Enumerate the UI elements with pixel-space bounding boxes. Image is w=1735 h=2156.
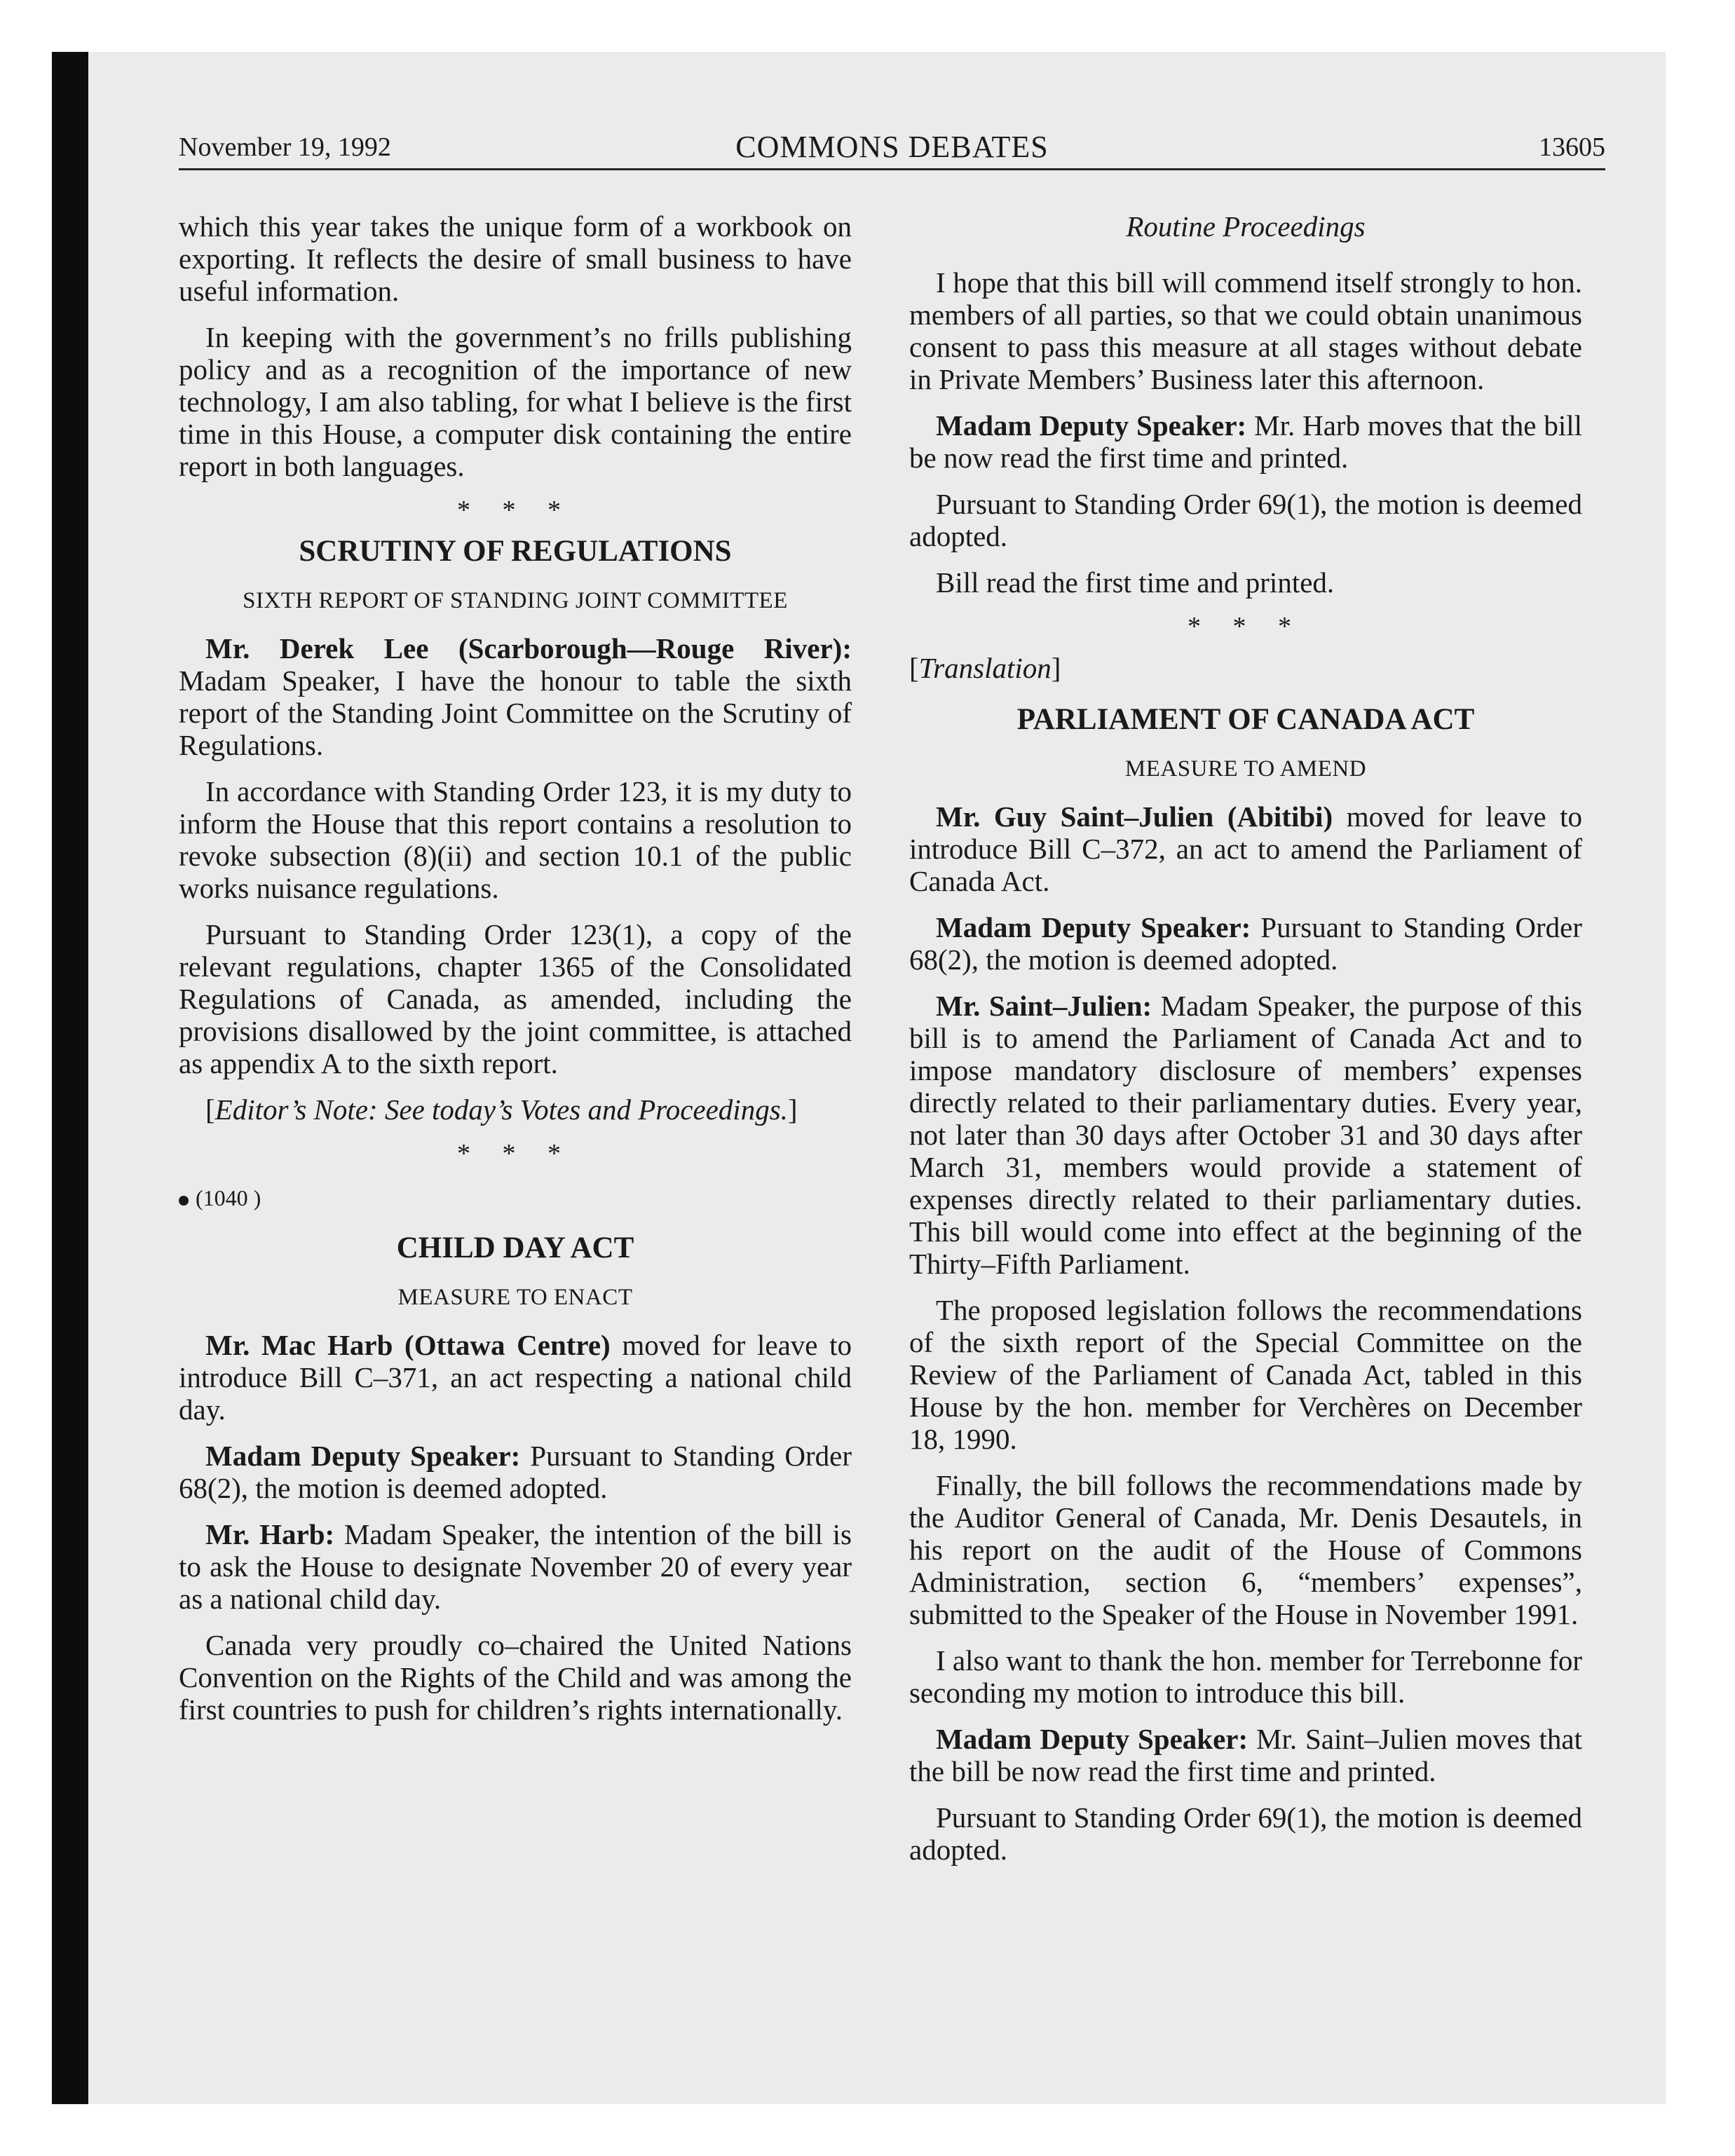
section-heading: SCRUTINY OF REGULATIONS — [299, 535, 732, 568]
paragraph: Finally, the bill follows the recommendations made by the Auditor General of Canada, Mr. Denis Desautels, in his report on the audit of the House of Commons Administration, section 6, “members’ expenses”, submitted to the Speaker of the House in November 1991. — [909, 1469, 1582, 1630]
section-subheading: MEASURE TO AMEND — [1124, 756, 1367, 782]
paragraph: which this year takes the unique form of a workbook on exporting. It reflects the desire of small business to have useful information. — [179, 210, 852, 307]
timestamp — [179, 1182, 852, 1214]
speaker-name: Mr. Derek Lee (Scarborough—Rouge River): — [205, 632, 852, 664]
paragraph: Pursuant to Standing Order 69(1), the motion is deemed adopted. — [909, 488, 1582, 552]
speech-text: Mr. Harb moves that the bill be now read the first time and printed. — [909, 409, 1583, 474]
right-column — [909, 210, 1582, 1880]
paragraph: Pursuant to Standing Order 69(1), the motion is deemed adopted. — [909, 1801, 1582, 1866]
speaker-name: Madam Deputy Speaker: — [936, 1723, 1248, 1755]
paragraph: Pursuant to Standing Order 123(1), a copy of the relevant regulations, chapter 1365 of the Consolidated Regulations of Canada, as amended, including the provisions disallowed by the joint committee, is attached as appendix A to the sixth report. — [179, 918, 852, 1079]
speaker-name: Mr. Harb: — [205, 1518, 335, 1550]
paragraph: In accordance with Standing Order 123, it is my duty to inform the House that this report contains a resolution to revoke subsection (8)(ii) and section 10.1 of the public works nuisance regulations. — [179, 775, 852, 904]
speech-paragraph — [909, 990, 1582, 1280]
speaker-name: Madam Deputy Speaker: — [936, 409, 1247, 442]
speech-paragraph — [909, 409, 1582, 474]
section-heading: CHILD DAY ACT — [396, 1231, 634, 1264]
header-date: November 19, 1992 — [179, 132, 391, 162]
editor-note — [179, 1093, 852, 1126]
speech-paragraph — [179, 1329, 852, 1426]
header-title: COMMONS DEBATES — [735, 130, 1049, 164]
speaker-name: Madam Deputy Speaker: — [936, 911, 1251, 943]
paragraph: Canada very proudly co–chaired the United Nations Convention on the Rights of the Child and was among the first countries to push for children’s rights internationally. — [179, 1629, 852, 1726]
paragraph: I hope that this bill will commend itself strongly to hon. members of all parties, so that we could obtain unanimous consent to pass this measure at all stages without debate in Private Members’ Business later this afternoon. — [909, 266, 1582, 395]
speech-text: moved for leave to introduce Bill C–372, an act to amend the Parliament of Canada Act. — [909, 800, 1582, 897]
translation-marker — [909, 652, 1582, 684]
page-header — [179, 126, 1605, 170]
section-subheading: MEASURE TO ENACT — [397, 1285, 633, 1310]
speech-text: moved for leave to introduce Bill C–371, an act respecting a national child day. — [179, 1329, 852, 1426]
speaker-name: Madam Deputy Speaker: — [205, 1440, 521, 1472]
speaker-name: Mr. Mac Harb (Ottawa Centre) — [205, 1329, 611, 1361]
speech-text: Mr. Saint–Julien moves that the bill be now read the first time and printed. — [909, 1723, 1583, 1787]
bracket-close: ] — [1051, 652, 1061, 684]
header-page-number: 13605 — [1539, 132, 1605, 162]
paragraph: The proposed legislation follows the recommendations of the sixth report of the Special Committee on the Review of the Parliament of Canada Act, tabled in this House by the hon. member for Verchères on December 18, 1990. — [909, 1294, 1582, 1455]
running-section-label: Routine Proceedings — [1126, 210, 1366, 243]
speaker-name: Mr. Saint–Julien: — [936, 990, 1152, 1022]
editor-note-text: Editor’s Note: See today’s Votes and Proceedings. — [215, 1093, 788, 1126]
bracket-open: [ — [205, 1093, 215, 1126]
speech-paragraph — [909, 1723, 1582, 1787]
section-separator: * * * — [457, 496, 573, 525]
timestamp-text: (1040 ) — [196, 1185, 261, 1210]
speech-text: Pursuant to Standing Order 68(2), the motion is deemed adopted. — [909, 911, 1583, 976]
speech-text: Pursuant to Standing Order 68(2), the motion is deemed adopted. — [179, 1440, 852, 1504]
paragraph: I also want to thank the hon. member for Terrebonne for seconding my motion to introduce this bill. — [909, 1644, 1582, 1709]
paragraph: In keeping with the government’s no frills publishing policy and as a recognition of the importance of new technology, I am also tabling, for what I believe is the first time in this House, a computer disk containing the entire report in both languages. — [179, 321, 852, 482]
bullet-icon — [179, 1196, 189, 1206]
speech-paragraph — [179, 632, 852, 761]
speech-text: Madam Speaker, I have the honour to table the sixth report of the Standing Joint Committee on the Scrutiny of Regulations. — [179, 664, 852, 761]
speech-paragraph — [179, 1440, 852, 1504]
section-separator: * * * — [457, 1139, 573, 1168]
bracket-close: ] — [787, 1093, 798, 1126]
speech-paragraph — [909, 911, 1582, 976]
section-heading: PARLIAMENT OF CANADA ACT — [1016, 703, 1475, 736]
speech-text: Madam Speaker, the intention of the bill is to ask the House to designate November 20 of every year as a national child day. — [179, 1518, 852, 1615]
speaker-name: Mr. Guy Saint–Julien (Abitibi) — [936, 800, 1333, 833]
section-separator: * * * — [1188, 612, 1304, 641]
speech-text: Madam Speaker, the purpose of this bill is to amend the Parliament of Canada Act and to impose mandatory disclosure of members’ expenses directly related to their parliamentary duties. Every year, not later than 30 days after October 31 and 30 days after March 31, members would provide a statement of expenses directly related to their parliamentary duties. This bill would come into effect at the beginning of the Thirty–Fifth Parliament. — [909, 990, 1582, 1280]
section-subheading: SIXTH REPORT OF STANDING JOINT COMMITTEE — [243, 588, 788, 613]
translation-text: Translation — [918, 652, 1052, 684]
bracket-open: [ — [909, 652, 919, 684]
speech-paragraph — [909, 800, 1582, 897]
paragraph: Bill read the first time and printed. — [936, 566, 1335, 599]
speech-paragraph — [179, 1518, 852, 1615]
scan-border — [52, 52, 88, 2104]
left-column — [179, 210, 852, 1740]
